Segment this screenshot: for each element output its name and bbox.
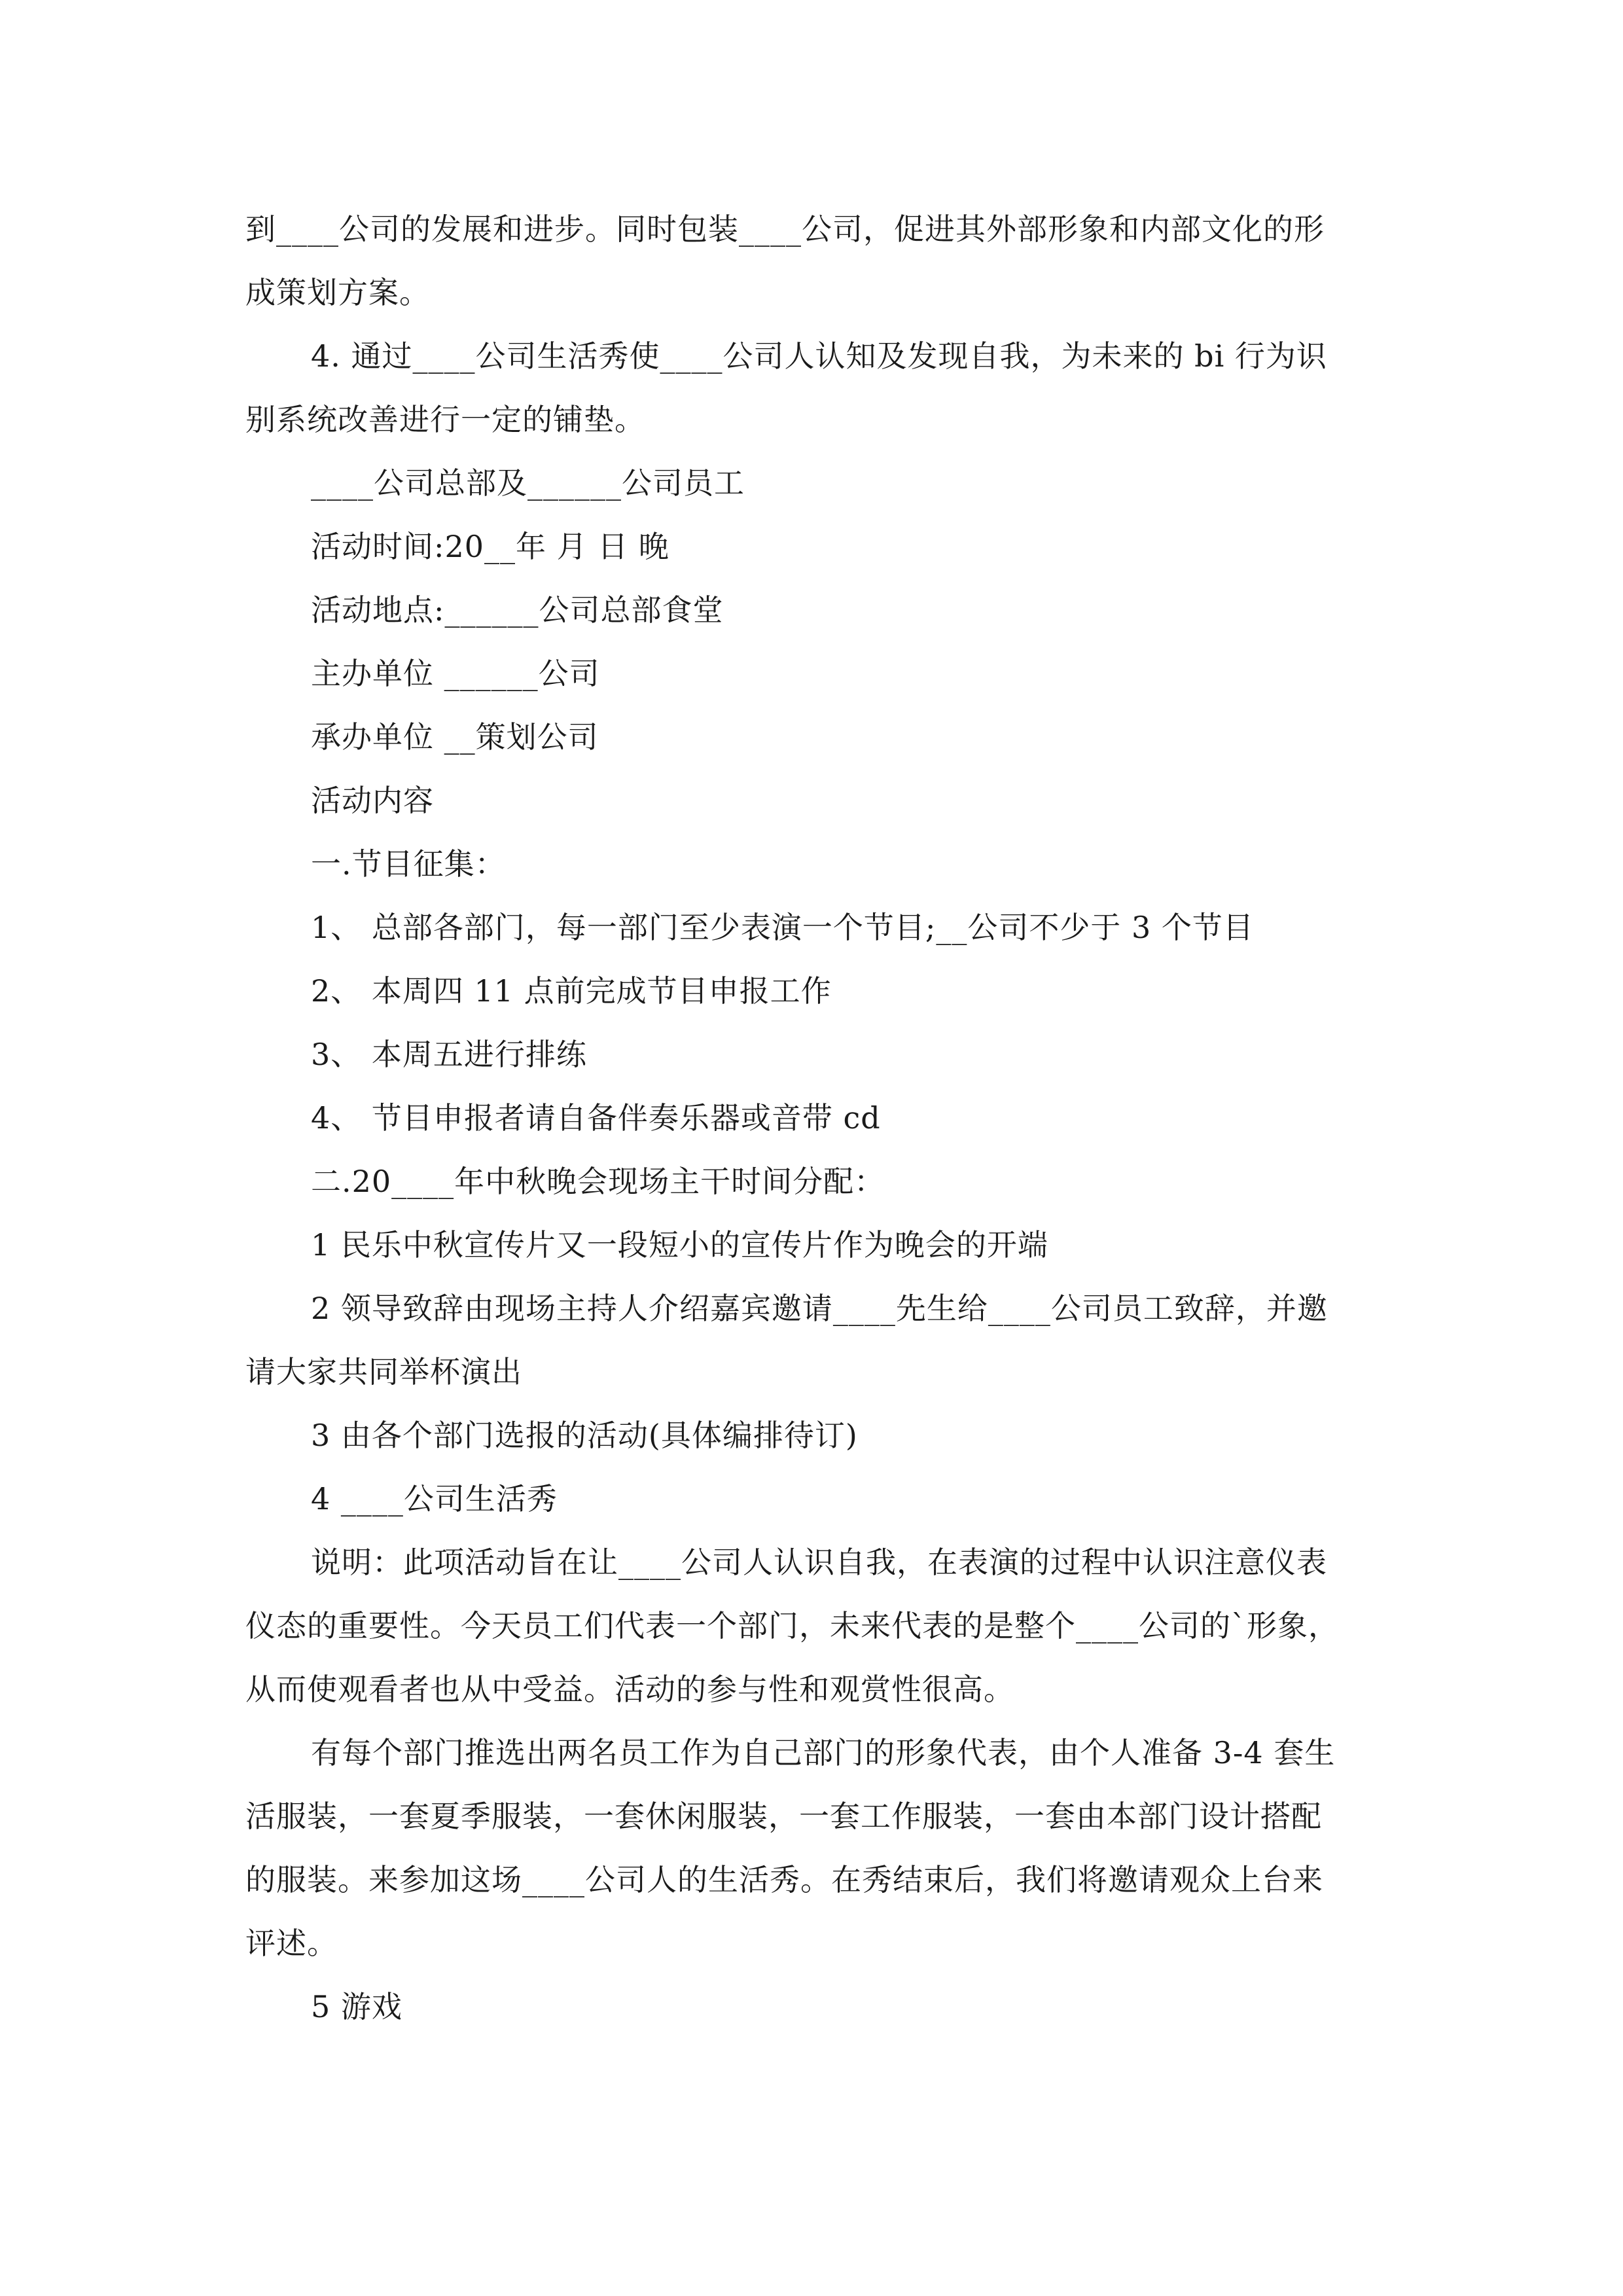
- list-item: 1、 总部各部门，每一部门至少表演一个节目;__公司不少于 3 个节目: [311, 910, 1254, 945]
- paragraph-line: 请大家共同举杯演出: [245, 1354, 522, 1390]
- paragraph-line: 从而使观看者也从中受益。活动的参与性和观赏性很高。: [245, 1672, 1014, 1707]
- list-item: 2 领导致辞由现场主持人介绍嘉宾邀请____先生给____公司员工致辞，并邀: [311, 1291, 1328, 1326]
- list-item: 4、 节目申报者请自备伴奏乐器或音带 cd: [311, 1100, 881, 1136]
- paragraph-line: 仪态的重要性。今天员工们代表一个部门，未来代表的是整个____公司的`形象，: [245, 1608, 1339, 1643]
- paragraph-line: 评述。: [245, 1926, 338, 1961]
- paragraph-line: 到____公司的发展和进步。同时包装____公司，促进其外部形象和内部文化的形: [245, 211, 1325, 247]
- paragraph-line: 成策划方案。: [245, 275, 430, 310]
- activity-location: 活动地点:______公司总部食堂: [311, 592, 724, 628]
- activity-time: 活动时间:20__年 月 日 晚: [311, 529, 669, 564]
- list-item: 2、 本周四 11 点前完成节目申报工作: [311, 973, 832, 1009]
- list-item: 4 ____公司生活秀: [311, 1481, 558, 1516]
- list-item: 1 民乐中秋宣传片又一段短小的宣传片作为晚会的开端: [311, 1227, 1048, 1263]
- list-item: 4. 通过____公司生活秀使____公司人认知及发现自我，为未来的 bi 行为识: [311, 338, 1327, 374]
- paragraph-line: 说明：此项活动旨在让____公司人认识自我，在表演的过程中认识注意仪表: [311, 1545, 1327, 1580]
- section-heading: 活动内容: [311, 783, 434, 818]
- list-item: 5 游戏: [311, 1989, 402, 2024]
- section-heading: 一.节目征集：: [311, 846, 506, 882]
- paragraph-line: 的服装。来参加这场____公司人的生活秀。在秀结束后，我们将邀请观众上台来: [245, 1862, 1323, 1897]
- participants-line: ____公司总部及______公司员工: [311, 465, 745, 501]
- paragraph-line: 活服装，一套夏季服装，一套休闲服装，一套工作服装，一套由本部门设计搭配: [245, 1799, 1322, 1834]
- list-item: 3、 本周五进行排练: [311, 1037, 587, 1072]
- section-heading: 二.20____年中秋晚会现场主干时间分配：: [311, 1164, 885, 1199]
- paragraph-line: 有每个部门推选出两名员工作为自己部门的形象代表，由个人准备 3-4 套生: [311, 1735, 1336, 1770]
- list-item: 3 由各个部门选报的活动(具体编排待订): [311, 1418, 858, 1453]
- paragraph-line: 别系统改善进行一定的铺垫。: [245, 402, 645, 437]
- organizer-unit: 承办单位 __策划公司: [311, 719, 599, 755]
- host-unit: 主办单位 ______公司: [311, 656, 600, 691]
